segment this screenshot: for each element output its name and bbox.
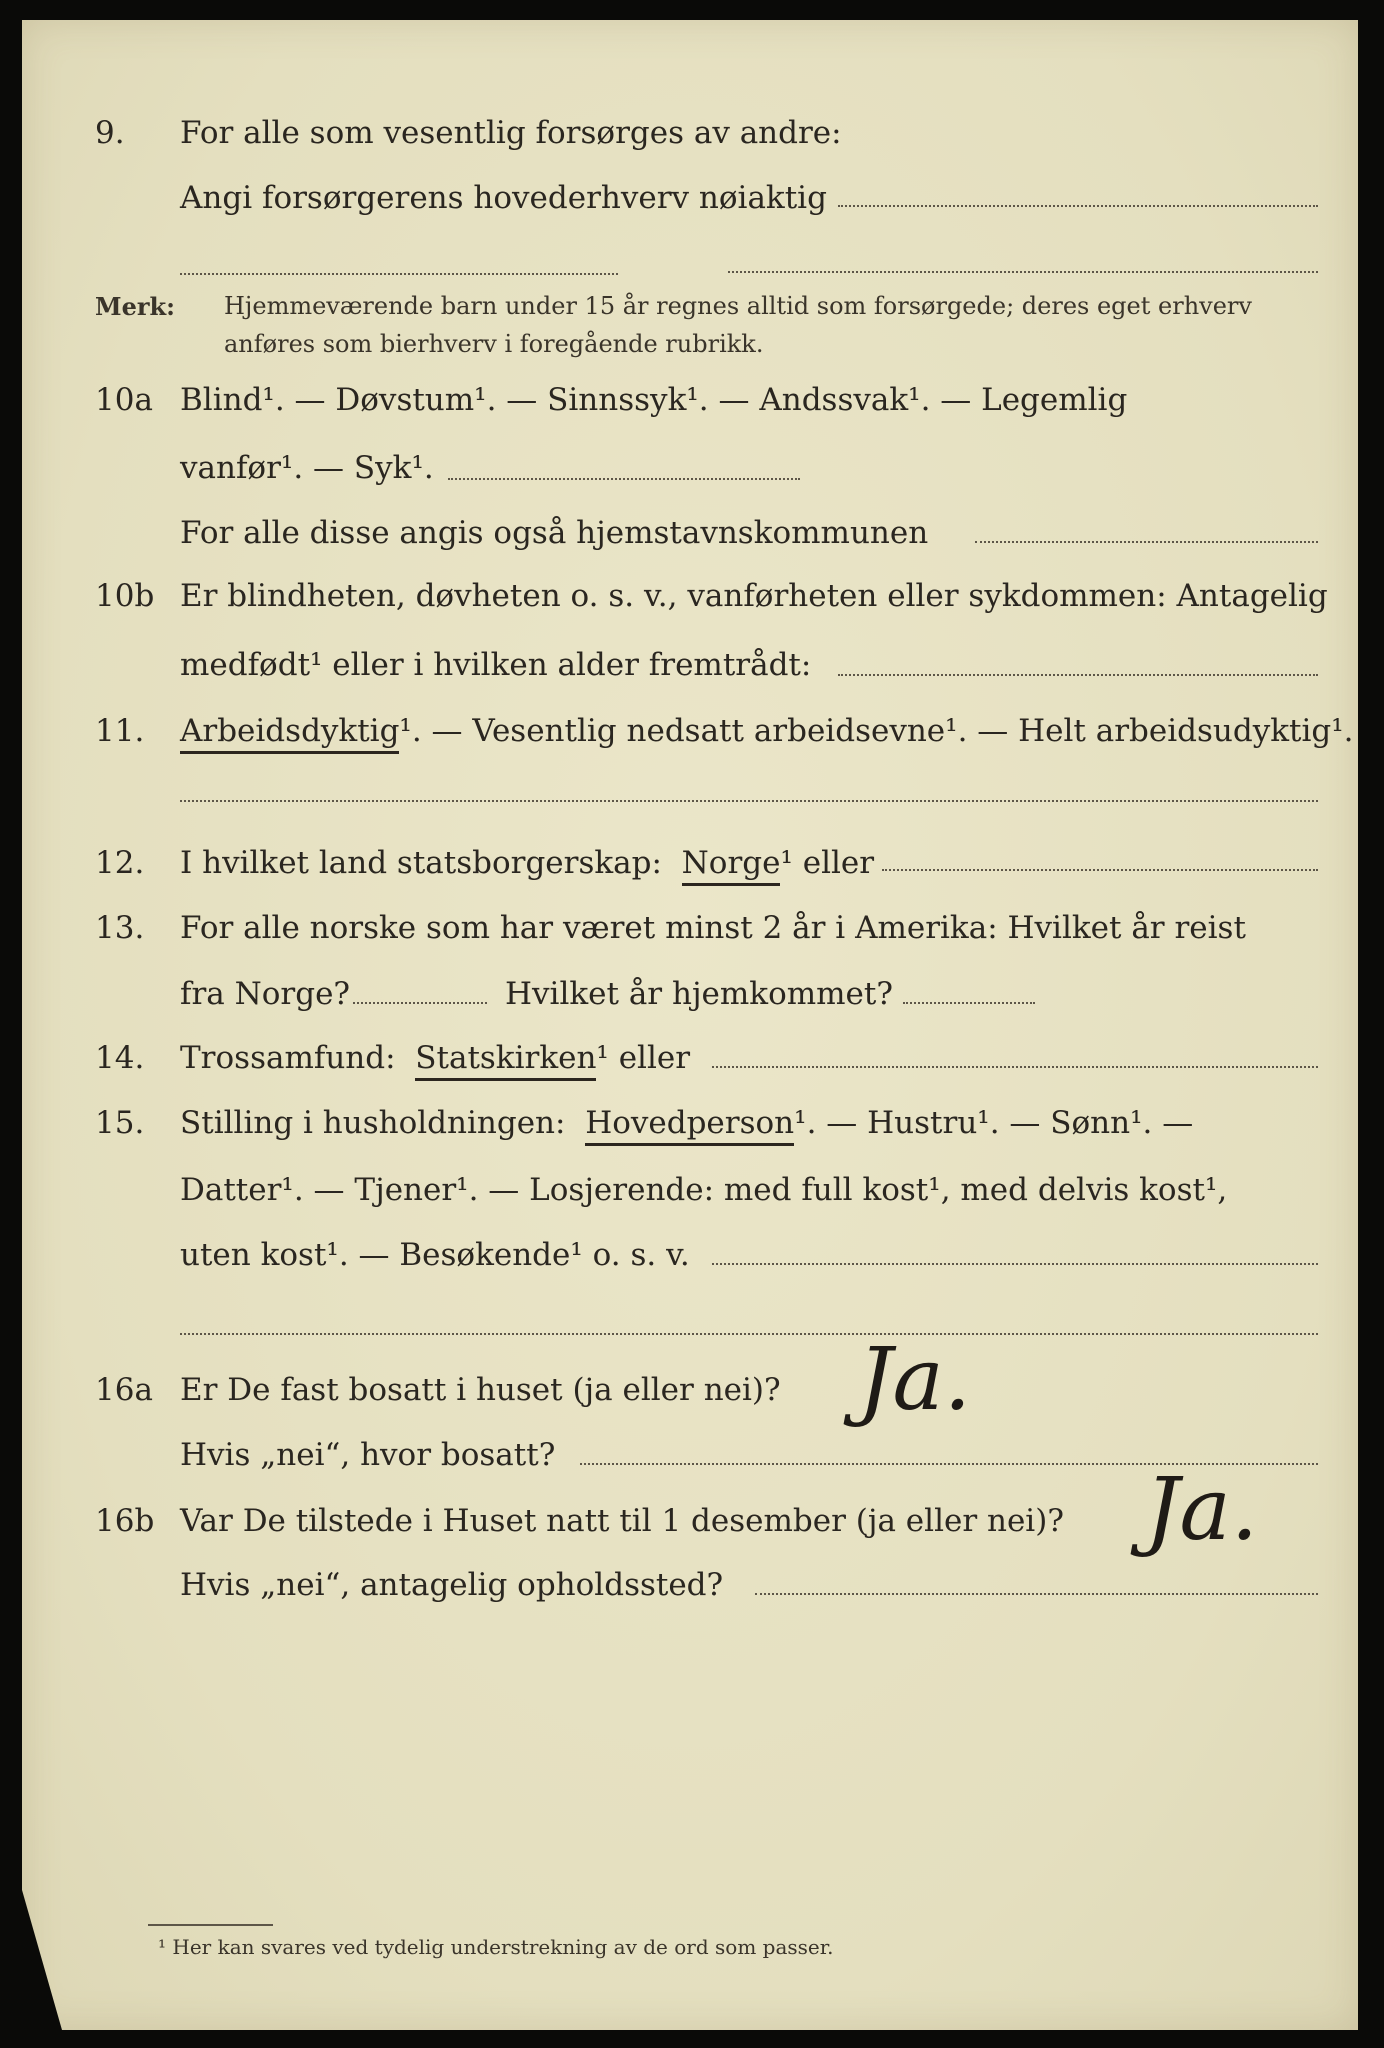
q10a-text-line2: vanfør¹. — Syk¹. <box>180 450 434 486</box>
q16b-opholdssted-line[interactable] <box>755 1593 1318 1595</box>
q13-number: 13. <box>95 910 145 946</box>
q10b-answer-line[interactable] <box>838 674 1318 676</box>
q9-answer-line[interactable] <box>838 205 1318 207</box>
q15-underlined-option[interactable]: Hovedperson <box>585 1105 794 1146</box>
q10a-hjemstavn-line[interactable] <box>975 541 1318 543</box>
q16b-handwritten-answer[interactable]: Ja. <box>1145 1460 1259 1560</box>
q14-rest: ¹ eller <box>596 1040 691 1076</box>
q16b-text-line1: Var De tilstede i Huset natt til 1 desember (ja eller nei)? <box>180 1503 1064 1539</box>
form-page <box>22 20 1358 2030</box>
q10a-number: 10a <box>95 382 153 418</box>
merk-line2: anføres som bierhverv i foregående rubrikk. <box>224 330 764 358</box>
q10b-text-line2: medfødt¹ eller i hvilken alder fremtrådt: <box>180 647 812 683</box>
q15-question: Stilling i husholdningen: <box>180 1105 566 1141</box>
q15-rest: ¹. — Hustru¹. — Sønn¹. — <box>794 1105 1194 1141</box>
q11-underlined-option[interactable]: Arbeidsdyktig <box>180 713 399 754</box>
q9-text-line1: For alle som vesentlig forsørges av andre: <box>180 115 842 151</box>
q10a-answer-line[interactable] <box>448 478 800 480</box>
q15-number: 15. <box>95 1105 145 1141</box>
q11-rest: ¹. — Vesentlig nedsatt arbeidsevne¹. — Helt arbeidsudyktig¹. <box>399 713 1354 749</box>
q9-answer-line2b[interactable] <box>728 271 1318 273</box>
q16a-text-line2: Hvis „nei“, hvor bosatt? <box>180 1437 556 1473</box>
q11-answer-line[interactable] <box>180 800 1318 802</box>
q10a-text-line1: Blind¹. — Døvstum¹. — Sinnssyk¹. — Andssvak¹. — Legemlig <box>180 382 1128 418</box>
q14-text <box>180 1040 690 1076</box>
q16b-number: 16b <box>95 1503 155 1539</box>
q9-answer-line2a[interactable] <box>180 273 618 275</box>
q14-number: 14. <box>95 1040 145 1076</box>
q13-text-line1: For alle norske som har været minst 2 år i Amerika: Hvilket år reist <box>180 910 1246 946</box>
merk-line1: Hjemmeværende barn under 15 år regnes alltid som forsørgede; deres eget erhverv <box>224 292 1252 320</box>
q10b-number: 10b <box>95 578 155 614</box>
q15-text-line2: Datter¹. — Tjener¹. — Losjerende: med full kost¹, med delvis kost¹, <box>180 1172 1228 1208</box>
q14-underlined-option[interactable]: Statskirken <box>415 1040 596 1081</box>
q15-answer-line[interactable] <box>712 1263 1318 1265</box>
q11-number: 11. <box>95 713 145 749</box>
q12-rest: ¹ eller <box>780 845 875 881</box>
merk-label: Merk: <box>95 292 175 321</box>
q9-number: 9. <box>95 115 125 151</box>
q15-text-line3: uten kost¹. — Besøkende¹ o. s. v. <box>180 1237 690 1273</box>
q15-text <box>180 1105 1193 1141</box>
footnote: ¹ Her kan svares ved tydelig understrekning av de ord som passer. <box>158 1935 834 1959</box>
footnote-rule <box>148 1924 273 1926</box>
q13-reist-line[interactable] <box>353 1002 487 1004</box>
q12-question: I hvilket land statsborgerskap: <box>180 845 662 881</box>
q16a-number: 16a <box>95 1372 153 1408</box>
q11-text <box>180 713 1354 749</box>
q14-answer-line[interactable] <box>712 1066 1318 1068</box>
q12-number: 12. <box>95 845 145 881</box>
q13-hjemkommet-line[interactable] <box>903 1002 1035 1004</box>
q12-text <box>180 845 874 881</box>
q16a-text-line1: Er De fast bosatt i huset (ja eller nei)? <box>180 1372 781 1408</box>
q10b-text-line1: Er blindheten, døvheten o. s. v., vanførheten eller sykdommen: Antagelig <box>180 578 1328 614</box>
q13-text-line2a: fra Norge? <box>180 976 351 1012</box>
q10a-text-line3: For alle disse angis også hjemstavnskommunen <box>180 515 929 551</box>
q12-underlined-option[interactable]: Norge <box>682 845 781 886</box>
q12-answer-line[interactable] <box>882 869 1318 871</box>
q14-question: Trossamfund: <box>180 1040 396 1076</box>
q16a-handwritten-answer[interactable]: Ja. <box>858 1330 972 1430</box>
q15-answer-line2[interactable] <box>180 1333 1318 1335</box>
q16b-text-line2: Hvis „nei“, antagelig opholdssted? <box>180 1567 724 1603</box>
q9-text-line2: Angi forsørgerens hovederhverv nøiaktig <box>180 180 827 216</box>
q13-text-line2b: Hvilket år hjemkommet? <box>505 976 893 1012</box>
torn-corner <box>22 1890 62 2030</box>
